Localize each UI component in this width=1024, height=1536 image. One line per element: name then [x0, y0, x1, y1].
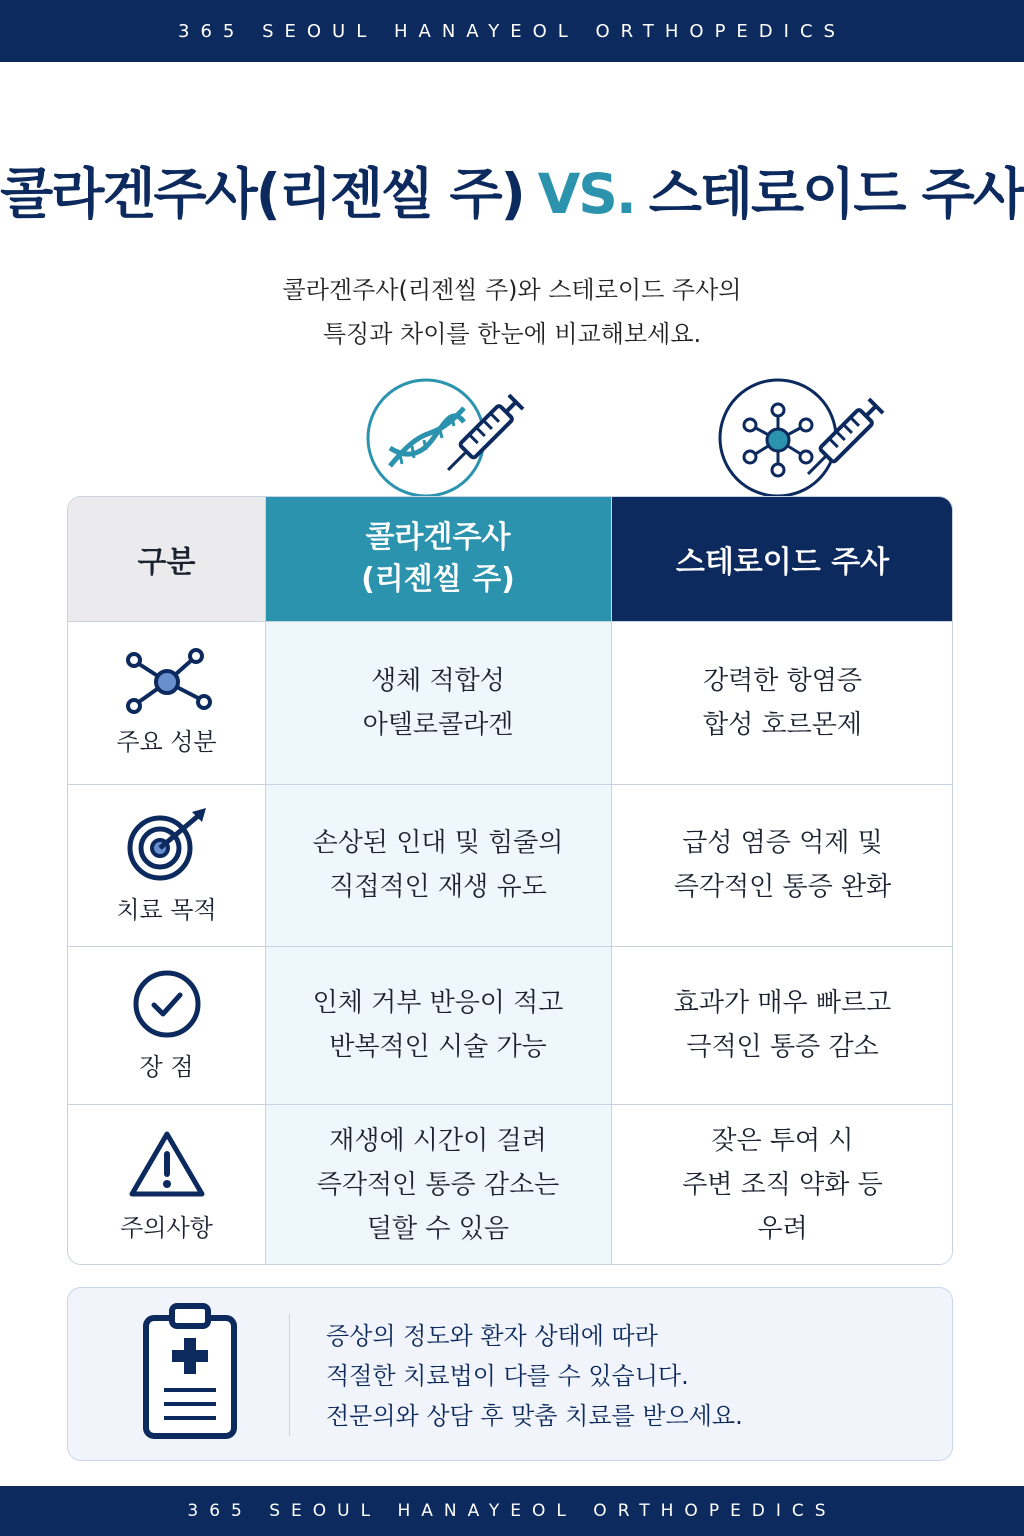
- title-left: 콜라겐주사(리젠씰 주): [0, 162, 524, 226]
- title-right: 스테로이드 주사: [648, 162, 1024, 226]
- row-steroid-ingredient: 강력한 항염증 합성 호르몬제: [611, 621, 953, 784]
- row-steroid-advantage: 효과가 매우 빠르고 극적인 통증 감소: [611, 946, 953, 1104]
- row-label-ingredient: [68, 621, 265, 784]
- check-circle-icon: [132, 969, 202, 1039]
- comparison-table: [67, 496, 953, 1265]
- row-divider: [68, 946, 953, 947]
- note-text: 증상의 정도와 환자 상태에 따라 적절한 치료법이 다를 수 있습니다. 전문의와 상담 후 맞춤 치료를 받으세요.: [326, 1322, 743, 1430]
- row-divider: [68, 621, 953, 622]
- row-collagen-purpose: 손상된 인대 및 힘줄의 직접적인 재생 유도: [265, 784, 611, 946]
- row-steroid-caution: 잦은 투여 시 주변 조직 약화 등 우려: [611, 1104, 953, 1265]
- title-vs: VS.: [537, 162, 635, 226]
- brand-band-bottom: 365 SEOUL HANAYEOL ORTHOPEDICS: [0, 1486, 1024, 1536]
- row-divider: [68, 1104, 953, 1105]
- subtitle-line-2: 특징과 차이를 한눈에 비교해보세요.: [322, 320, 702, 348]
- row-label-caution: [68, 1104, 265, 1265]
- header-collagen: 콜라겐주사 (리젠씰 주): [265, 497, 611, 621]
- brand-band-top: 365 SEOUL HANAYEOL ORTHOPEDICS: [0, 0, 1024, 62]
- header-label: 구분: [68, 497, 265, 621]
- row-collagen-caution: 재생에 시간이 걸려 즉각적인 통증 감소는 덜할 수 있음: [265, 1104, 611, 1265]
- subtitle-line-1: 콜라겐주사(리젠씰 주)와 스테로이드 주사의: [282, 276, 742, 304]
- column-divider: [265, 497, 266, 1265]
- row-label-purpose: [68, 784, 265, 946]
- subtitle: [0, 268, 1024, 356]
- row-steroid-purpose: 급성 염증 억제 및 즉각적인 통증 완화: [611, 784, 953, 946]
- warning-icon: [127, 1128, 207, 1200]
- row-collagen-ingredient: 생체 적합성 아텔로콜라겐: [265, 621, 611, 784]
- consult-note: [67, 1287, 953, 1461]
- page-title: [0, 150, 1024, 229]
- column-divider: [611, 497, 612, 1265]
- row-label-text: 치료 목적: [116, 895, 217, 924]
- target-icon: [122, 806, 212, 882]
- row-label-text: 장 점: [139, 1052, 194, 1081]
- row-label-text: 주요 성분: [116, 728, 217, 756]
- molecule-icon: [122, 648, 212, 714]
- dna-syringe-icon: [360, 378, 540, 508]
- clipboard-medical-icon: [140, 1302, 240, 1442]
- molecule-syringe-icon: [716, 378, 896, 508]
- row-collagen-advantage: 인체 거부 반응이 적고 반복적인 시술 가능: [265, 946, 611, 1104]
- row-divider: [68, 784, 953, 785]
- note-divider: [289, 1314, 290, 1436]
- row-label-text: 주의사항: [120, 1213, 213, 1242]
- header-steroid: 스테로이드 주사: [611, 497, 953, 621]
- row-label-advantage: [68, 946, 265, 1104]
